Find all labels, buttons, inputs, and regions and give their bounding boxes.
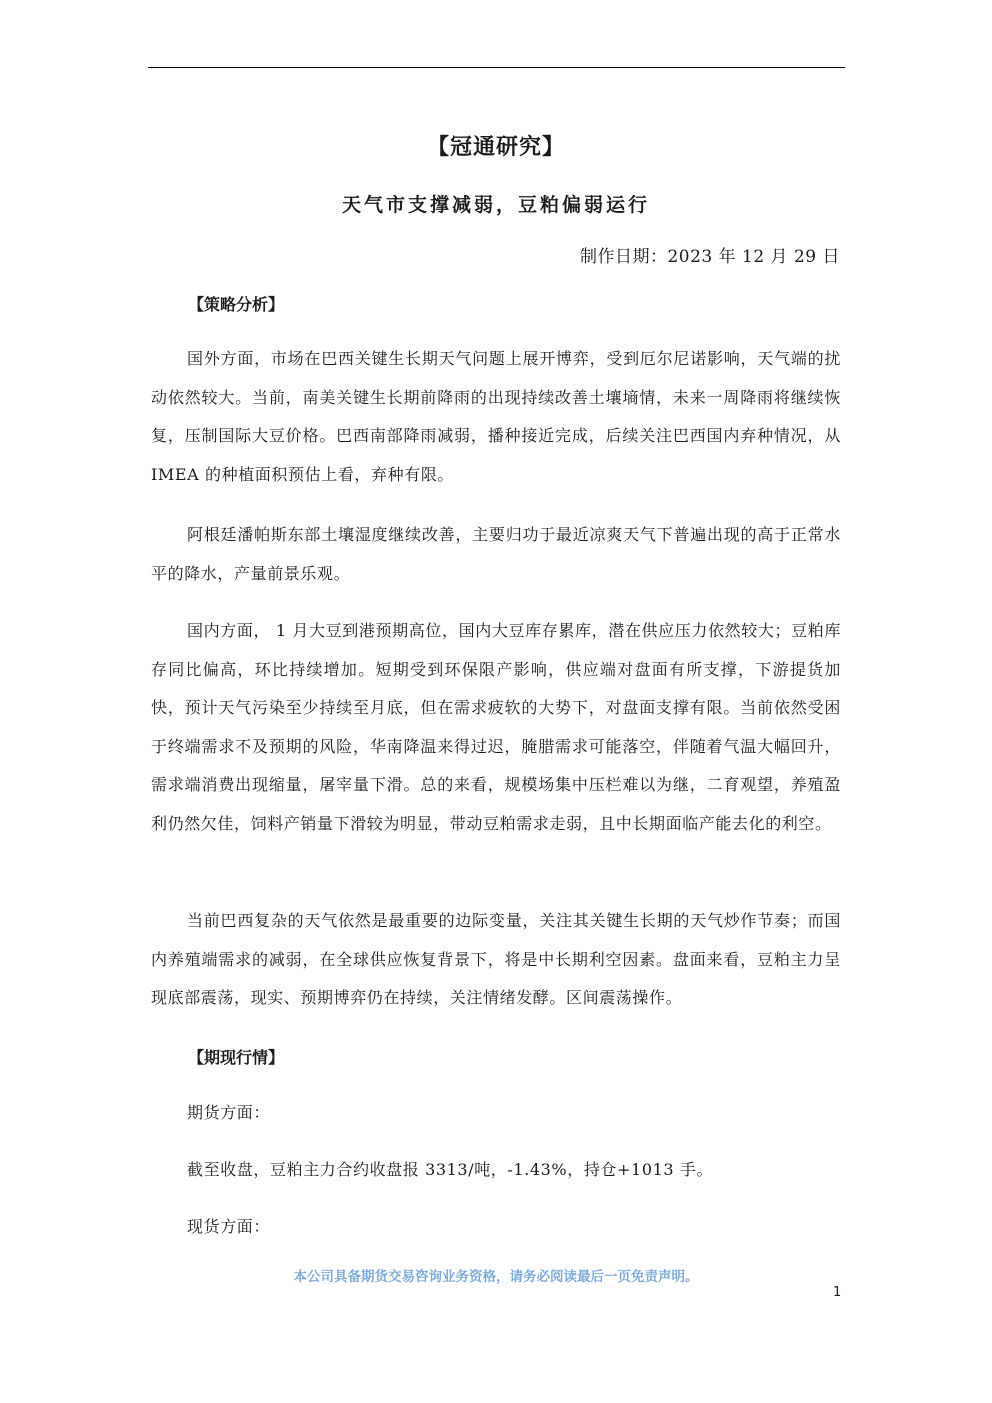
report-date: 制作日期：2023 年 12 月 29 日 bbox=[579, 247, 840, 267]
section-heading-strategy: 【策略分析】 bbox=[188, 295, 285, 314]
section-heading-market: 【期现行情】 bbox=[188, 1048, 285, 1067]
strategy-paragraph-2: 阿根廷潘帕斯东部土壤湿度继续改善，主要归功于最近凉爽天气下普遍出现的高于正常水平的降水，产量前景乐观。 bbox=[151, 525, 841, 583]
footer-disclaimer: 本公司具备期货交易咨询业务资格，请务必阅读最后一页免责声明。 bbox=[293, 1269, 699, 1285]
strategy-paragraph-1: 国外方面，市场在巴西关键生长期天气问题上展开博弈，受到厄尔尼诺影响，天气端的扰动依然较大。当前，南美关键生长期前降雨的出现持续改善土壤墒情，未来一周降雨将继续恢复，压制国际大豆价格。巴西南部降雨减弱，播种接近完成，后续关注巴西国内弃种情况，从 IMEA 的种植面积预估上看，弃种有限。 bbox=[151, 349, 841, 484]
report-title: 天气市支撑减弱，豆粕偏弱运行 bbox=[341, 194, 650, 216]
futures-label: 期货方面： bbox=[187, 1103, 271, 1122]
page-number: 1 bbox=[833, 1285, 842, 1300]
strategy-paragraph-4: 当前巴西复杂的天气依然是最重要的边际变量，关注其关键生长期的天气炒作节奏；而国内养殖端需求的减弱，在全球供应恢复背景下，将是中长期利空因素。盘面来看，豆粕主力呈现底部震荡，现实、预期博弈仍在持续，关注情绪发酵。区间震荡操作。 bbox=[151, 911, 841, 1007]
strategy-paragraph-3: 国内方面， 1 月大豆到港预期高位，国内大豆库存累库，潜在供应压力依然较大；豆粕库存同比偏高，环比持续增加。短期受到环保限产影响，供应端对盘面有所支撑，下游提货加快，预计天气污染至少持续至月底，但在需求疲软的大势下，对盘面支撑有限。当前依然受困于终端需求不及预期的风险，华南降温来得过迟，腌腊需求可能落空，伴随着气温大幅回升，需求端消费出现缩量，屠宰量下滑。总的来看，规模场集中压栏难以为继，二育观望，养殖盈利仍然欠佳，饲料产销量下滑较为明显，带动豆粕需求走弱，且中长期面临产能去化的利空。 bbox=[151, 621, 841, 833]
brand-heading: 【冠通研究】 bbox=[426, 134, 565, 160]
futures-text: 截至收盘，豆粕主力合约收盘报 3313/吨，-1.43%，持仓+1013 手。 bbox=[187, 1160, 714, 1179]
spot-label: 现货方面： bbox=[187, 1217, 271, 1236]
header-rule bbox=[148, 67, 845, 68]
